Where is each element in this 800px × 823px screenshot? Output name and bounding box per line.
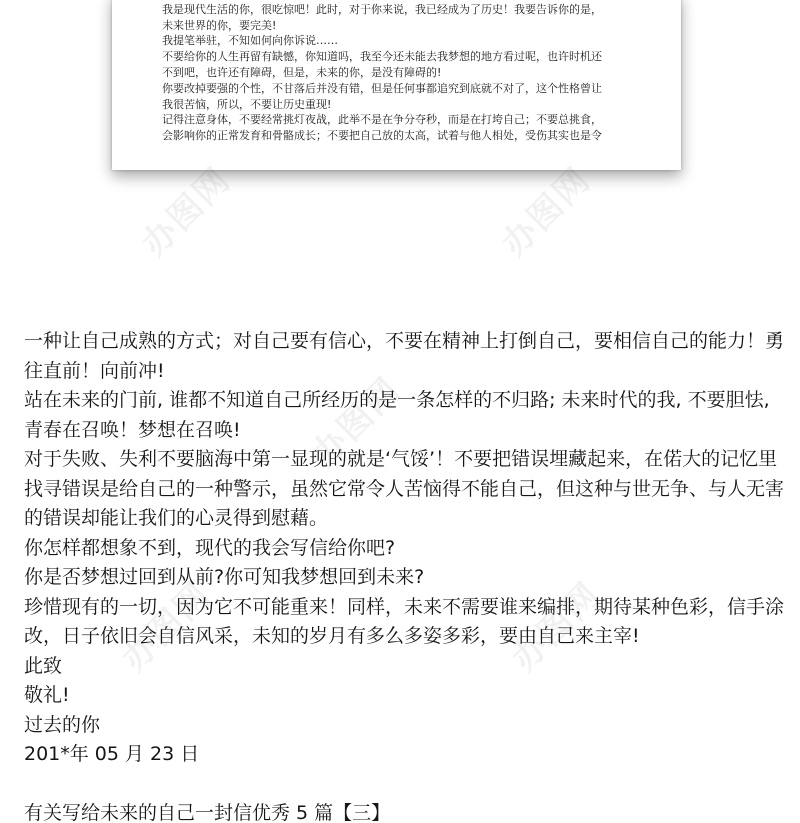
body-line: 往直前！向前冲! — [24, 359, 165, 382]
paper-line: 不到吧，也许还有障碍，但是，未来的你，是没有障碍的! — [162, 65, 442, 79]
signature: 过去的你 — [24, 713, 101, 736]
body-line: 找寻错误是给自己的一种警示，虽然它常令人苦恼得不能自己，但这种与世无争、与人无害 — [24, 477, 785, 500]
paper-line: 记得注意身体，不要经常挑灯夜战，此举不是在争分夺秒，而是在打垮自己；不要总挑食， — [162, 113, 602, 127]
paper-line: 我很苦恼，所以，不要让历史重现! — [162, 97, 332, 111]
watermark-logo: 办图网 — [304, 369, 409, 475]
body-line: 站在未来的门前, 谁都不知道自己所经历的是一条怎样的不归路; 未来时代的我, 不要胆怯, — [24, 389, 770, 411]
closing-regards: 敬礼! — [24, 684, 70, 706]
body-line: 的错误却能让我们的心灵得到慰藉。 — [24, 507, 329, 529]
paper-line: 我是现代生活的你，很吃惊吧！此时，对于你来说，我已经成为了历史！我要告诉你的是， — [162, 2, 602, 16]
watermark-logo: 办图网 — [504, 574, 609, 680]
closing-salutation: 此致 — [24, 654, 63, 677]
body-line: 你是否梦想过回到从前?你可知我梦想回到未来? — [24, 566, 425, 588]
paper-line: 我提笔举驻，不知如何向你诉说…… — [162, 34, 338, 48]
letter-preview-text — [162, 0, 653, 144]
body-line: 你怎样都想象不到，现代的我会写信给你吧? — [24, 536, 396, 559]
watermark-logo: 办图网 — [134, 159, 239, 265]
paper-line: 不要给你的人生再留有缺憾，你知道吗，我至今还未能去我梦想的地方看过呢，也许时机还 — [162, 50, 602, 64]
watermark-logo: 办图网 — [494, 159, 599, 265]
paper-line: 会影响你的正常发育和骨骼成长；不要把自己放的太高，试着与他人相处，受伤其实也是令 — [162, 129, 602, 143]
body-line: 青春在召唤！梦想在召唤! — [24, 418, 241, 441]
paper-line: 未来世界的你，要完美! — [162, 18, 277, 32]
letter-date: 201*年 05 月 23 日 — [24, 743, 200, 765]
body-line: 珍惜现有的一切，因为它不可能重来！同样，未来不需要谁来编排，期待某种色彩，信手涂 — [24, 595, 785, 618]
letter-preview-paper — [112, 0, 681, 170]
watermark-logo: 办图网 — [114, 574, 219, 680]
paper-line: 你要改掉要强的个性，不甘落后并没有错，但是任何事都追究到底就不对了，这个性格曾让 — [162, 81, 602, 95]
letter-body — [24, 327, 784, 823]
body-line: 改，日子依旧会自信风采，未知的岁月有多么多姿多彩，要由自己来主宰! — [24, 625, 640, 647]
section-heading: 有关写给未来的自己一封信优秀 5 篇【三】 — [24, 802, 391, 823]
body-line: 对于失败、失利不要脑海中第一显现的就是‘气馁’！不要把错误埋藏起来，在偌大的记忆里 — [24, 448, 778, 470]
body-line: 一种让自己成熟的方式；对自己要有信心，不要在精神上打倒自己，要相信自己的能力！勇 — [24, 330, 785, 352]
